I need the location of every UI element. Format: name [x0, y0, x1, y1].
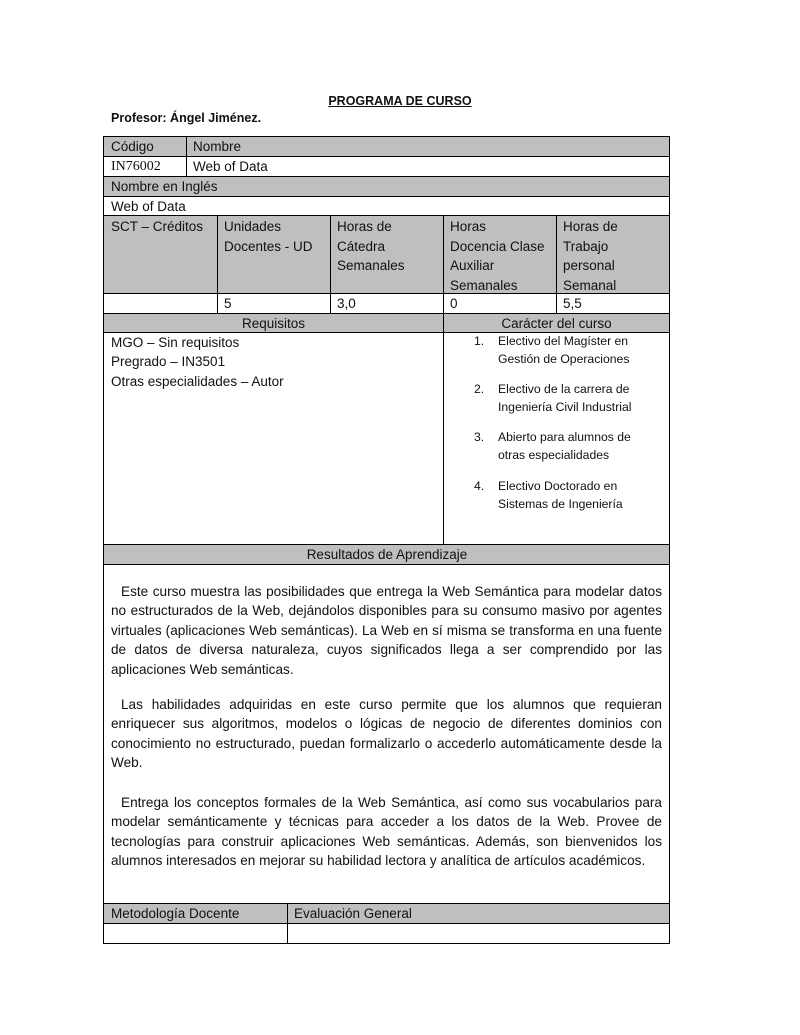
learning-paragraph: Las habilidades adquiridas en este curso permite que los alumnos que requieran enriquecer sus algoritmos, modelos o lógicas de negocio de diferentes dominios con conocimiento no estructurado, puedan formalizarlo o accederlo automáticamente desde la Web. — [111, 697, 662, 771]
learning-paragraph: Este curso muestra las posibilidades que entrega la Web Semántica para modelar datos no estructurados de la Web, dejándolos disponibles para su consumo masivo por agentes virtuales (aplicaciones Web semánticas). La Web en sí misma se transforma en una fuente de datos de diversa naturaleza, cuyos significados llega a ser comprendido por las aplicaciones Web semánticas. — [111, 584, 662, 677]
table-border — [103, 136, 104, 944]
character-item: 1. Electivo del Magíster en Gestión de Operaciones — [474, 334, 630, 366]
character-item: 4. Electivo Doctorado en Sistemas de Ingeniería — [474, 479, 623, 511]
table-border — [104, 136, 670, 137]
requirements-label: Requisitos — [241, 316, 306, 331]
name-label: Nombre — [193, 139, 242, 154]
credits-value-auxiliar: 0 — [450, 296, 458, 311]
credits-header-trabajo: Horas de Trabajo personal Semanal — [563, 219, 618, 293]
table-border — [556, 215, 557, 314]
requirement-item: Otras especialidades – Autor — [111, 374, 284, 389]
english-name: Web of Data — [111, 199, 186, 214]
credits-header-auxiliar: Horas Docencia Clase Auxiliar Semanales — [450, 219, 545, 293]
table-border — [330, 215, 331, 314]
table-border — [104, 215, 670, 216]
table-border — [669, 136, 670, 944]
evaluation-label: Evaluación General — [294, 906, 412, 921]
table-border — [217, 215, 218, 314]
credits-value-trabajo: 5,5 — [563, 296, 582, 311]
course-name: Web of Data — [193, 159, 268, 174]
learning-label: Resultados de Aprendizaje — [306, 547, 468, 562]
requirement-item: MGO – Sin requisitos — [111, 335, 240, 350]
page-title: PROGRAMA DE CURSO — [328, 94, 472, 108]
character-item: 3. Abierto para alumnos de otras especialidades — [474, 430, 631, 462]
table-border — [186, 136, 187, 177]
learning-paragraph: Entrega los conceptos formales de la Web Semántica, así como sus vocabularios para modelar semánticamente y técnicas para acceder a los datos de la Web. Provee de tecnologías para construir aplicaciones Web semánticas. Además, son bienvenidos los alumnos interesados en mejorar su habilidad lectora y analítica de artículos académicos. — [111, 795, 662, 869]
table-border — [104, 943, 670, 944]
course-code: IN76002 — [111, 159, 161, 174]
table-border — [443, 215, 444, 545]
methodology-label: Metodología Docente — [111, 906, 240, 921]
credits-value-ud: 5 — [224, 296, 232, 311]
professor-name: Profesor: Ángel Jiménez. — [111, 111, 262, 125]
requirement-item: Pregrado – IN3501 — [111, 354, 226, 369]
english-name-label: Nombre en Inglés — [111, 179, 218, 194]
credits-header-ud: Unidades Docentes - UD — [224, 219, 313, 254]
credits-header-catedra: Horas de Cátedra Semanales — [337, 219, 405, 273]
code-label: Código — [111, 139, 154, 154]
character-item: 2. Electivo de la carrera de Ingeniería Civil Industrial — [474, 382, 632, 414]
credits-value-catedra: 3,0 — [337, 296, 356, 311]
code-name-header-bg — [104, 137, 670, 156]
credits-header-sct: SCT – Créditos — [111, 219, 204, 234]
character-label: Carácter del curso — [501, 316, 612, 331]
table-border — [104, 156, 670, 157]
table-border — [287, 903, 288, 944]
